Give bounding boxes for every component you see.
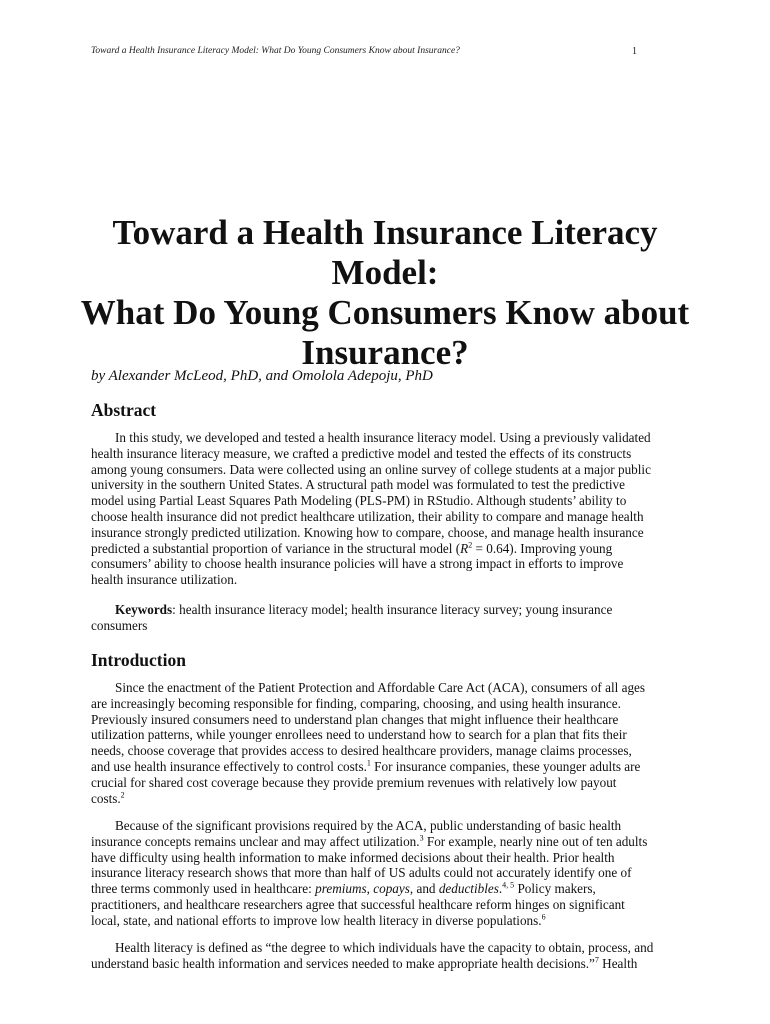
intro-paragraph-2 [91,818,691,929]
text-line: are increasingly becoming responsible for finding, comparing, choosing, and using health insurance. [91,695,621,711]
text-run: . [498,881,503,897]
text-line: In this study, we developed and tested a health insurance literacy model. Using a previously validated [115,430,651,445]
text-line: have difficulty using health information to make informed decisions about their health. Prior health [91,849,615,865]
footnote-ref: 2 [120,790,125,800]
title-line: Toward a Health Insurance Literacy Model: [112,213,658,292]
text-run: , and [409,881,439,897]
text-run: insurance concepts remains unclear and may affect utilization. [91,833,420,849]
title-line: Insurance? [301,333,469,372]
intro-paragraph-1 [91,680,691,806]
superscript: 2 [468,540,473,550]
abstract-heading: Abstract [91,400,157,420]
italic-term: copays [373,881,410,897]
text-run: Policy makers, [514,881,596,897]
text-line: utilization patterns, while younger enrollees need to understand how to search for a plan that fits their [91,727,627,743]
footnote-ref: 4, 5 [502,880,515,890]
text-run: = 0.64). Improving young [472,540,613,556]
text-line: consumers’ ability to choose health insurance policies will have a strong impact in efforts to improve [91,556,624,572]
text-line: university in the southern United States. A structural path model was formulated to test the predictive [91,477,625,493]
text-run: three terms commonly used in healthcare: [91,881,316,897]
title-line: What Do Young Consumers Know about [80,293,690,332]
page-number: 1 [632,46,637,57]
text-run: local, state, and national efforts to improve low health literacy in diverse populations. [91,912,542,928]
footnote-ref: 1 [366,758,371,768]
italic-term: premiums [315,881,367,897]
text-line: model using Partial Least Squares Path Modeling (PLS-PM) in RStudio. Although students’ ability to [91,493,627,509]
text-run: costs. [91,790,121,806]
text-line: among young consumers. Data were collected using an online survey of college students at a major public [91,461,651,477]
article-title [70,213,700,373]
text-line: insurance strongly predicted utilization. Knowing how to compare, choose, and manage health insurance [91,524,644,540]
keywords-label: Keywords [115,602,173,617]
keywords-paragraph [91,602,691,634]
text-line [91,759,691,775]
footnote-ref: 6 [541,912,546,922]
text-run: For insurance companies, these younger adults are [370,758,641,774]
text-line: Because of the significant provisions required by the ACA, public understanding of basic health [115,818,622,833]
text-line: needs, choose coverage that provides access to desired healthcare providers, manage claims processes, [91,743,632,759]
text-run: predicted a substantial proportion of variance in the structural model ( [91,540,461,556]
text-line: Health literacy is defined as “the degree to which individuals have the capacity to obtain, process, and [115,940,654,955]
text-line: health insurance literacy measure, we crafted a predictive model and tested the effects of its constructs [91,445,632,461]
r-squared-symbol: R [460,540,469,556]
text-line [91,956,691,972]
text-line [91,913,691,929]
text-line: health insurance utilization. [91,572,238,588]
author-byline: by Alexander McLeod, PhD, and Omolola Adepoju, PhD [91,368,433,384]
text-line [91,834,691,850]
text-run: and use health insurance effectively to control costs. [91,758,367,774]
italic-term: deductibles [438,881,499,897]
text-line: Previously insured consumers need to understand plan changes that might influence their healthcare [91,711,619,727]
text-line: choose health insurance did not predict healthcare utilization, their ability to compare and manage health [91,508,644,524]
text-run: For example, nearly nine out of ten adults [423,833,648,849]
footnote-ref: 7 [594,955,599,965]
text-line: practitioners, and healthcare researchers agree that successful healthcare reform hinges on significant [91,896,625,912]
text-line: consumers [91,617,148,633]
running-header-title: Toward a Health Insurance Literacy Model: What Do Young Consumers Know about Insurance? [91,46,460,56]
text-line [91,881,691,897]
text-line [91,541,691,557]
footnote-ref: 3 [419,833,424,843]
intro-paragraph-3 [91,940,691,972]
text-line [91,791,691,807]
text-run: , [366,881,374,897]
keywords-text: : health insurance literacy model; health insurance literacy survey; young insurance [172,602,613,617]
text-line [91,602,691,618]
text-line: crucial for shared cost coverage because they provide premium revenues with relatively low payout [91,774,617,790]
text-line: Since the enactment of the Patient Protection and Affordable Care Act (ACA), consumers of all ages [115,680,646,695]
text-line: insurance literacy research shows that more than half of US adults could not accurately identify one of [91,865,632,881]
text-run: Health [598,955,638,971]
abstract-paragraph [91,430,691,588]
introduction-heading: Introduction [91,650,186,670]
text-run: understand basic health information and services needed to make appropriate health decisions.” [91,955,595,971]
